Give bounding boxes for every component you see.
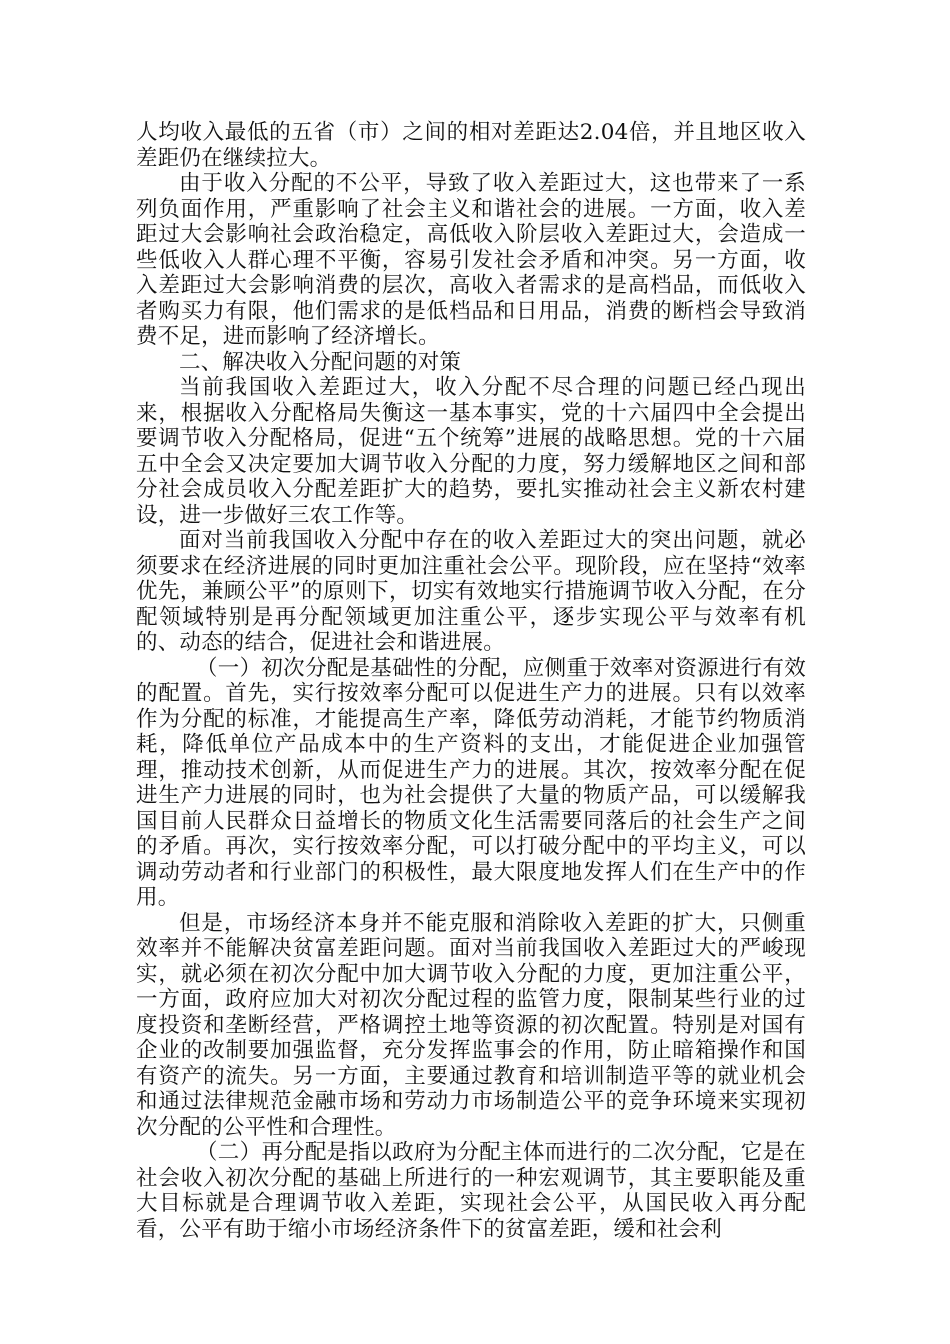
paragraph-market-economy: 但是，市场经济本身并不能克服和消除收入差距的扩大，只侧重效率并不能解决贫富差距问题。面对当前我国收入差距过大的严峻现实，就必须在初次分配中加大调节收入分配的力度，更加注重公平，一方面，政府应加大对初次分配过程的监管力度，限制某些行业的过度投资和垄断经营，严格调控土地等资源的初次配置。特别是对国有企业的改制要加强监督，充分发挥监事会的作用，防止暗箱操作和国有资产的流失。另一方面，主要通过教育和培训制造平等的就业机会和通过法律规范金融市场和劳动力市场制造公平的竞争环境来实现初次分配的公平性和合理性。 (136, 910, 806, 1140)
paragraph-continuation: 人均收入最低的五省（市）之间的相对差距达2.04倍，并且地区收入差距仍在继续拉大。 (136, 120, 806, 171)
paragraph-initial-distribution: （一）初次分配是基础性的分配，应侧重于效率对资源进行有效的配置。首先，实行按效率分配可以促进生产力的进展。只有以效率作为分配的标准，才能提高生产率，降低劳动消耗，才能节约物质消耗，降低单位产品成本中的生产资料的支出，才能促进企业加强管理，推动技术创新，从而促进生产力的进展。其次，按效率分配在促进生产力进展的同时，也为社会提供了大量的物质产品，可以缓解我国目前人民群众日益增长的物质文化生活需要同落后的社会生产之间的矛盾。再次，实行按效率分配，可以打破分配中的平均主义，可以调动劳动者和行业部门的积极性，最大限度地发挥人们在生产中的作用。 (136, 655, 806, 910)
document-page (136, 120, 806, 1242)
paragraph-social-fairness: 面对当前我国收入分配中存在的收入差距过大的突出问题，就必须要求在经济进展的同时更加注重社会公平。现阶段，应在坚持“效率优先，兼顾公平”的原则下，切实有效地实行措施调节收入分配，在分配领域特别是再分配领域更加注重公平，逐步实现公平与效率有机的、动态的结合，促进社会和谐进展。 (136, 528, 806, 655)
paragraph-current-situation: 当前我国收入差距过大，收入分配不尽合理的问题已经凸现出来，根据收入分配格局失衡这一基本事实，党的十六届四中全会提出要调节收入分配格局，促进“五个统筹”进展的战略思想。党的十六届五中全会又决定要加大调节收入分配的力度，努力缓解地区之间和部分社会成员收入分配差距扩大的趋势，要扎实推动社会主义新农村建设，进一步做好三农工作等。 (136, 375, 806, 528)
paragraph-negative-effects: 由于收入分配的不公平，导致了收入差距过大，这也带来了一系列负面作用，严重影响了社会主义和谐社会的进展。一方面，收入差距过大会影响社会政治稳定，高低收入阶层收入差距过大，会造成一些低收入人群心理不平衡，容易引发社会矛盾和冲突。另一方面，收入差距过大会影响消费的层次，高收入者需求的是高档品，而低收入者购买力有限，他们需求的是低档品和日用品，消费的断档会导致消费不足，进而影响了经济增长。 (136, 171, 806, 349)
paragraph-redistribution: （二）再分配是指以政府为分配主体而进行的二次分配，它是在社会收入初次分配的基础上所进行的一种宏观调节，其主要职能及重大目标就是合理调节收入差距，实现社会公平，从国民收入再分配看，公平有助于缩小市场经济条件下的贫富差距，缓和社会利 (136, 1140, 806, 1242)
section-heading: 二、解决收入分配问题的对策 (179, 349, 462, 375)
